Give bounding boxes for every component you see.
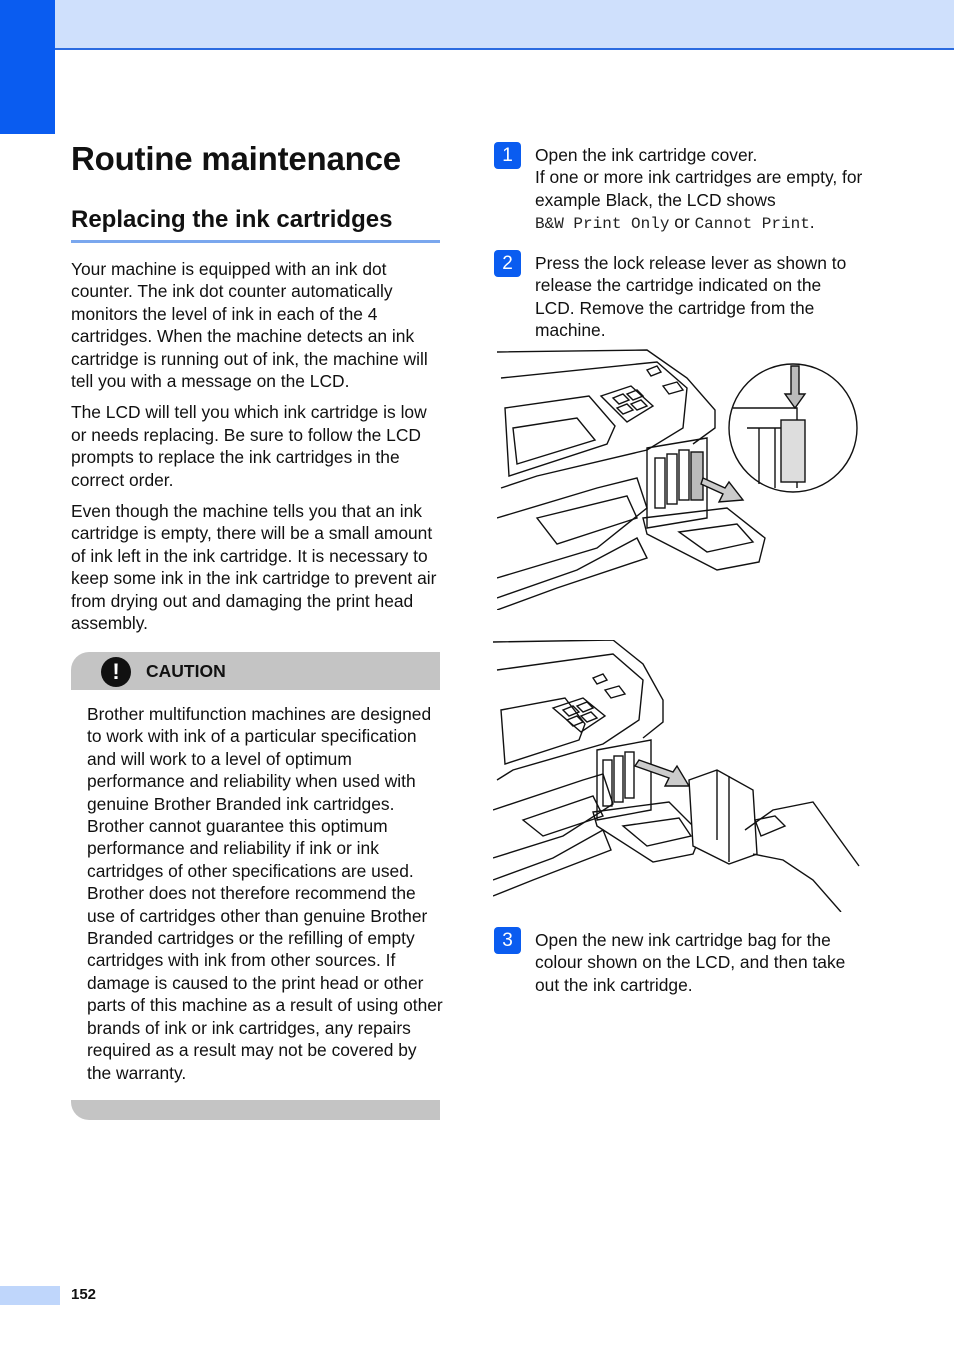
warning-icon: ! [101, 657, 131, 687]
lever-release-illustration [497, 348, 859, 610]
step-number: 3 [494, 927, 521, 954]
intro-text [71, 258, 443, 644]
intro-paragraph: Your machine is equipped with an ink dot counter. The ink dot counter automatically monitors the level of ink in each of the 4 cartridges. When the machine detects an ink cartridge is running out of ink, the machine will tell you with a message on the LCD. [71, 259, 428, 392]
page-number: 152 [71, 1286, 97, 1303]
page-title: Routine maintenance [71, 140, 401, 177]
footer-tab [0, 1286, 60, 1305]
header-band [0, 0, 954, 50]
lcd-message: B&W Print Only [535, 215, 670, 234]
step-text: Press the lock release lever as shown to release the cartridge indicated on the LCD. Remove the cartridge from the machine. [535, 253, 847, 341]
step-line: Open the ink cartridge cover. [535, 145, 758, 165]
step-number: 2 [494, 250, 521, 277]
step-text [535, 144, 865, 236]
step-number: 1 [494, 142, 521, 169]
step-text: Open the new ink cartridge bag for the colour shown on the LCD, and then take out the ink cartridge. [535, 930, 846, 995]
intro-paragraph: The LCD will tell you which ink cartridge is low or needs replacing. Be sure to follow the LCD prompts to replace the ink cartridges in the correct order. [71, 402, 427, 490]
caution-text: Brother multifunction machines are designed to work with ink of a particular specification and will work to a level of optimum performance and reliability when used with genuine Brother Branded ink cartridges. Brother cannot guarantee this optimum performance and reliability if ink or ink cartridges of other specifications are used. Brother does not therefore recommend the use of cartridges other than genuine Brother Branded cartridges or the refilling of empty cartridges with ink from other sources. If damage is caused to the print head or other parts of this machine as a result of using other brands of ink or ink cartridges, any repairs required as a result may not be covered by the warranty. [87, 704, 443, 1083]
chapter-tab [0, 0, 55, 134]
step-punctuation: . [809, 212, 815, 233]
cartridge-removal-illustration [493, 640, 861, 912]
caution-label: CAUTION [146, 661, 226, 681]
step-line: If one or more ink cartridges are empty, for example Black, the LCD shows [535, 167, 863, 210]
lcd-message: Cannot Print [694, 215, 810, 234]
caution-footer [71, 1100, 440, 1120]
intro-paragraph: Even though the machine tells you that an ink cartridge is empty, there will be a small amount of ink left in the ink cartridge. It is necessary to keep some ink in the ink cartridge to prevent air from drying out and damaging the print head assembly. [71, 501, 437, 634]
step-word: or [674, 212, 690, 233]
section-title: Replacing the ink cartridges [71, 206, 440, 243]
caution-header [71, 652, 440, 690]
